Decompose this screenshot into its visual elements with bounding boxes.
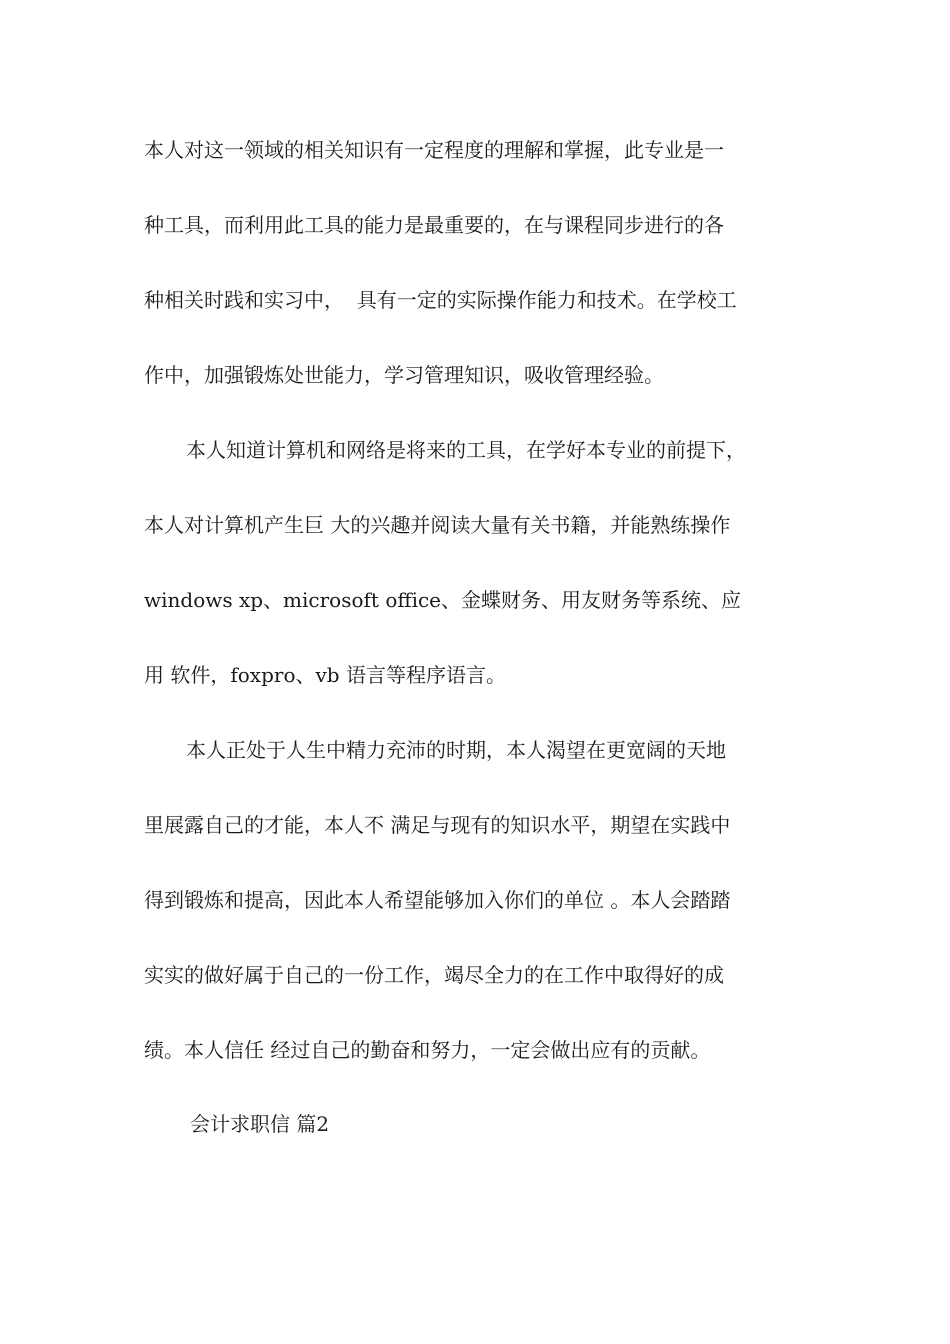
paragraph-3-line-5: 绩。本人信任 经过自己的勤奋和努力，一定会做出应有的贡献。 [144, 1038, 711, 1062]
paragraph-2-line-2: 本人对计算机产生巨 大的兴趣并阅读大量有关书籍，并能熟练操作 [144, 513, 731, 537]
paragraph-2-line-1: 本人知道计算机和网络是将来的工具，在学好本专业的前提下， [186, 438, 746, 462]
paragraph-1-line-1: 本人对这一领域的相关知识有一定程度的理解和掌握，此专业是一 [144, 138, 724, 162]
paragraph-2-line-4: 用 软件，foxpro、vb 语言等程序语言。 [144, 663, 506, 687]
paragraph-1-line-3: 种相关时践和实习中， 具有一定的实际操作能力和技术。在学校工 [144, 288, 737, 312]
paragraph-3-line-4: 实实的做好属于自己的一份工作，竭尽全力的在工作中取得好的成 [144, 963, 724, 987]
paragraph-1-line-4: 作中，加强锻炼处世能力，学习管理知识，吸收管理经验。 [144, 363, 664, 387]
paragraph-3-line-2: 里展露自己的才能，本人不 满足与现有的知识水平，期望在实践中 [144, 813, 731, 837]
paragraph-3-line-1: 本人正处于人生中精力充沛的时期，本人渴望在更宽阔的天地 [186, 738, 726, 762]
paragraph-1-line-2: 种工具，而利用此工具的能力是最重要的，在与课程同步进行的各 [144, 213, 724, 237]
section-heading: 会计求职信 篇2 [190, 1112, 330, 1136]
paragraph-2-line-3: windows xp、microsoft office、金蝶财务、用友财务等系统、应 [144, 588, 742, 612]
paragraph-3-line-3: 得到锻炼和提高，因此本人希望能够加入你们的单位 。本人会踏踏 [144, 888, 731, 912]
